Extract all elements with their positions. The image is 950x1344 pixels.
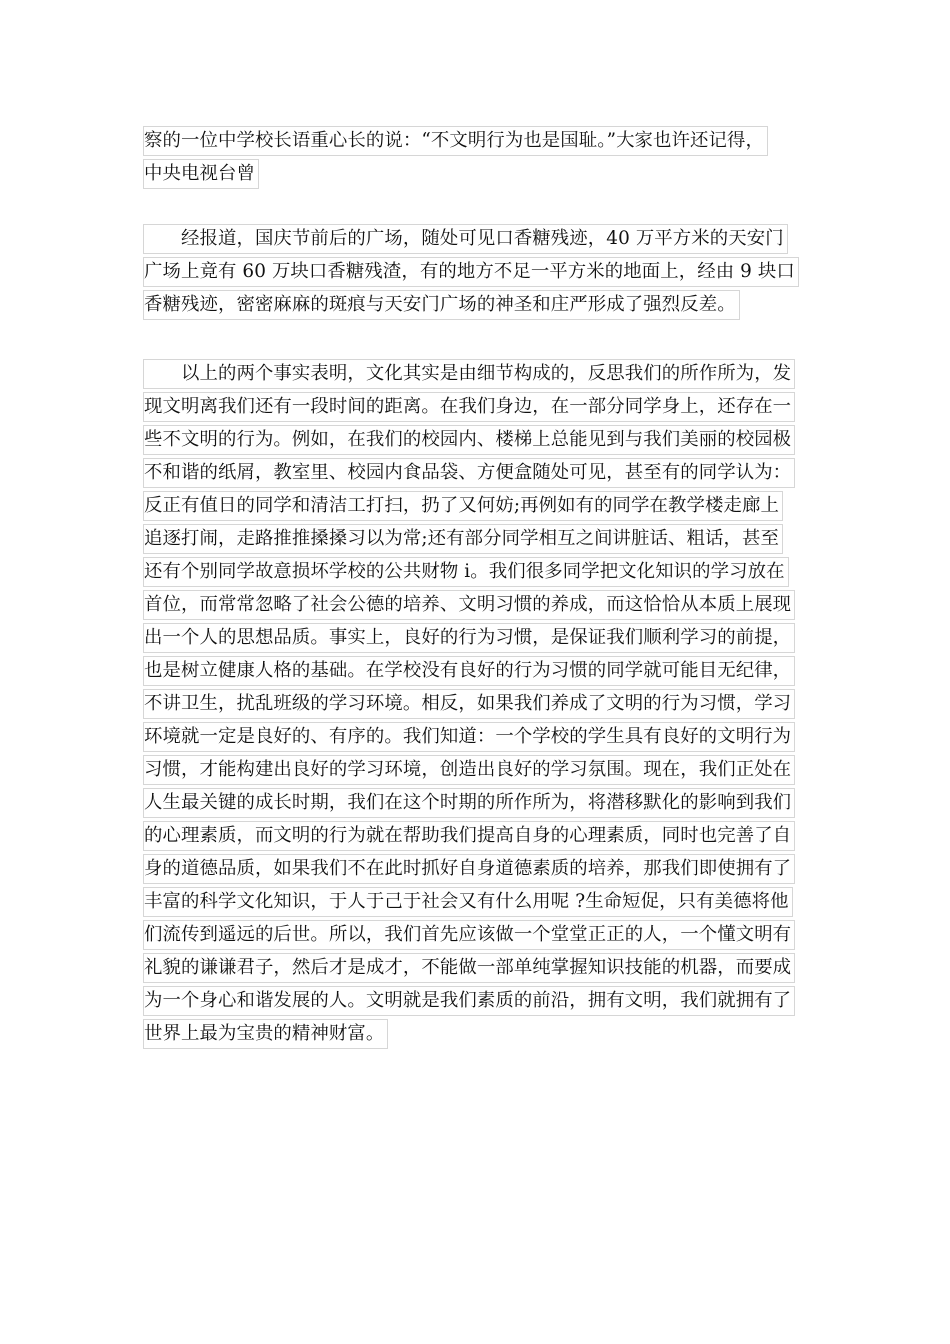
line-text: 不讲卫生，扰乱班级的学习环境。相反，如果我们养成了文明的行为习惯，学习	[144, 693, 792, 714]
paragraph-3	[143, 357, 807, 1050]
line-text: 些不文明的行为。例如，在我们的校园内、楼梯上总能见到与我们美丽的校园极	[144, 429, 792, 450]
line-text: 反正有值日的同学和清洁工打扫，扔了又何妨;再例如有的同学在教学楼走廊上	[144, 495, 779, 516]
line-text: 香糖残迹，密密麻麻的斑痕与天安门广场的神圣和庄严形成了强烈反差。	[144, 294, 736, 315]
text-line	[143, 588, 807, 621]
text-line	[143, 819, 807, 852]
line-text: 的心理素质，而文明的行为就在帮助我们提高自身的心理素质，同时也完善了自	[144, 825, 792, 846]
text-line	[143, 720, 807, 753]
line-text: 环境就一定是良好的、有序的。我们知道：一个学校的学生具有良好的文明行为	[144, 726, 792, 747]
line-text: 还有个别同学故意损坏学校的公共财物 i。我们很多同学把文化知识的学习放在	[144, 561, 785, 582]
line-text: 习惯，才能构建出良好的学习环境，创造出良好的学习氛围。现在，我们正处在	[144, 759, 792, 780]
text-line	[143, 786, 807, 819]
line-text: 也是树立健康人格的基础。在学校没有良好的行为习惯的同学就可能目无纪律，	[144, 660, 792, 681]
text-line	[143, 456, 807, 489]
text-line	[143, 951, 807, 984]
line-text: 察的一位中学校长语重心长的说：“不文明行为也是国耻。”大家也许还记得，	[144, 130, 764, 151]
line-text: 中央电视台曾	[144, 163, 255, 184]
line-text: 以上的两个事实表明，文化其实是由细节构成的，反思我们的所作所为，发	[144, 363, 792, 384]
text-line	[143, 1017, 807, 1050]
text-line	[143, 124, 807, 157]
line-text: 丰富的科学文化知识，于人于己于社会又有什么用呢 ?生命短促，只有美德将他	[144, 891, 789, 912]
text-line	[143, 687, 807, 720]
line-text: 不和谐的纸屑，教室里、校园内食品袋、方便盒随处可见，甚至有的同学认为：	[144, 462, 792, 483]
line-text: 礼貌的谦谦君子，然后才是成才，不能做一部单纯掌握知识技能的机器，而要成	[144, 957, 792, 978]
line-text: 为一个身心和谐发展的人。文明就是我们素质的前沿，拥有文明，我们就拥有了	[144, 990, 792, 1011]
line-text: 现文明离我们还有一段时间的距离。在我们身边，在一部分同学身上，还存在一	[144, 396, 792, 417]
line-text: 们流传到遥远的后世。所以，我们首先应该做一个堂堂正正的人，一个懂文明有	[144, 924, 792, 945]
paragraph-1	[143, 124, 807, 190]
line-text: 经报道，国庆节前后的广场，随处可见口香糖残迹，40 万平方米的天安门	[144, 228, 784, 249]
text-line	[143, 555, 807, 588]
line-text: 追逐打闹，走路推推搡搡习以为常;还有部分同学相互之间讲脏话、粗话，甚至	[144, 528, 779, 549]
line-text: 世界上最为宝贵的精神财富。	[144, 1023, 385, 1044]
text-line	[143, 357, 807, 390]
line-text: 出一个人的思想品质。事实上，良好的行为习惯，是保证我们顺利学习的前提，	[144, 627, 792, 648]
text-line	[143, 489, 807, 522]
text-line	[143, 522, 807, 555]
text-line	[143, 222, 807, 255]
text-line	[143, 885, 807, 918]
text-line	[143, 654, 807, 687]
line-text: 身的道德品质，如果我们不在此时抓好自身道德素质的培养，那我们即使拥有了	[144, 858, 792, 879]
text-line	[143, 753, 807, 786]
text-line	[143, 288, 807, 321]
line-text: 人生最关键的成长时期，我们在这个时期的所作所为，将潜移默化的影响到我们	[144, 792, 792, 813]
text-line	[143, 423, 807, 456]
text-line	[143, 918, 807, 951]
text-line	[143, 621, 807, 654]
text-line	[143, 984, 807, 1017]
text-line	[143, 852, 807, 885]
text-line	[143, 157, 807, 190]
text-line	[143, 390, 807, 423]
line-text: 广场上竟有 60 万块口香糖残渣，有的地方不足一平方米的地面上，经由 9 块口	[144, 261, 795, 282]
paragraph-2	[143, 222, 807, 321]
line-text: 首位，而常常忽略了社会公德的培养、文明习惯的养成，而这恰恰从本质上展现	[144, 594, 792, 615]
text-line	[143, 255, 807, 288]
